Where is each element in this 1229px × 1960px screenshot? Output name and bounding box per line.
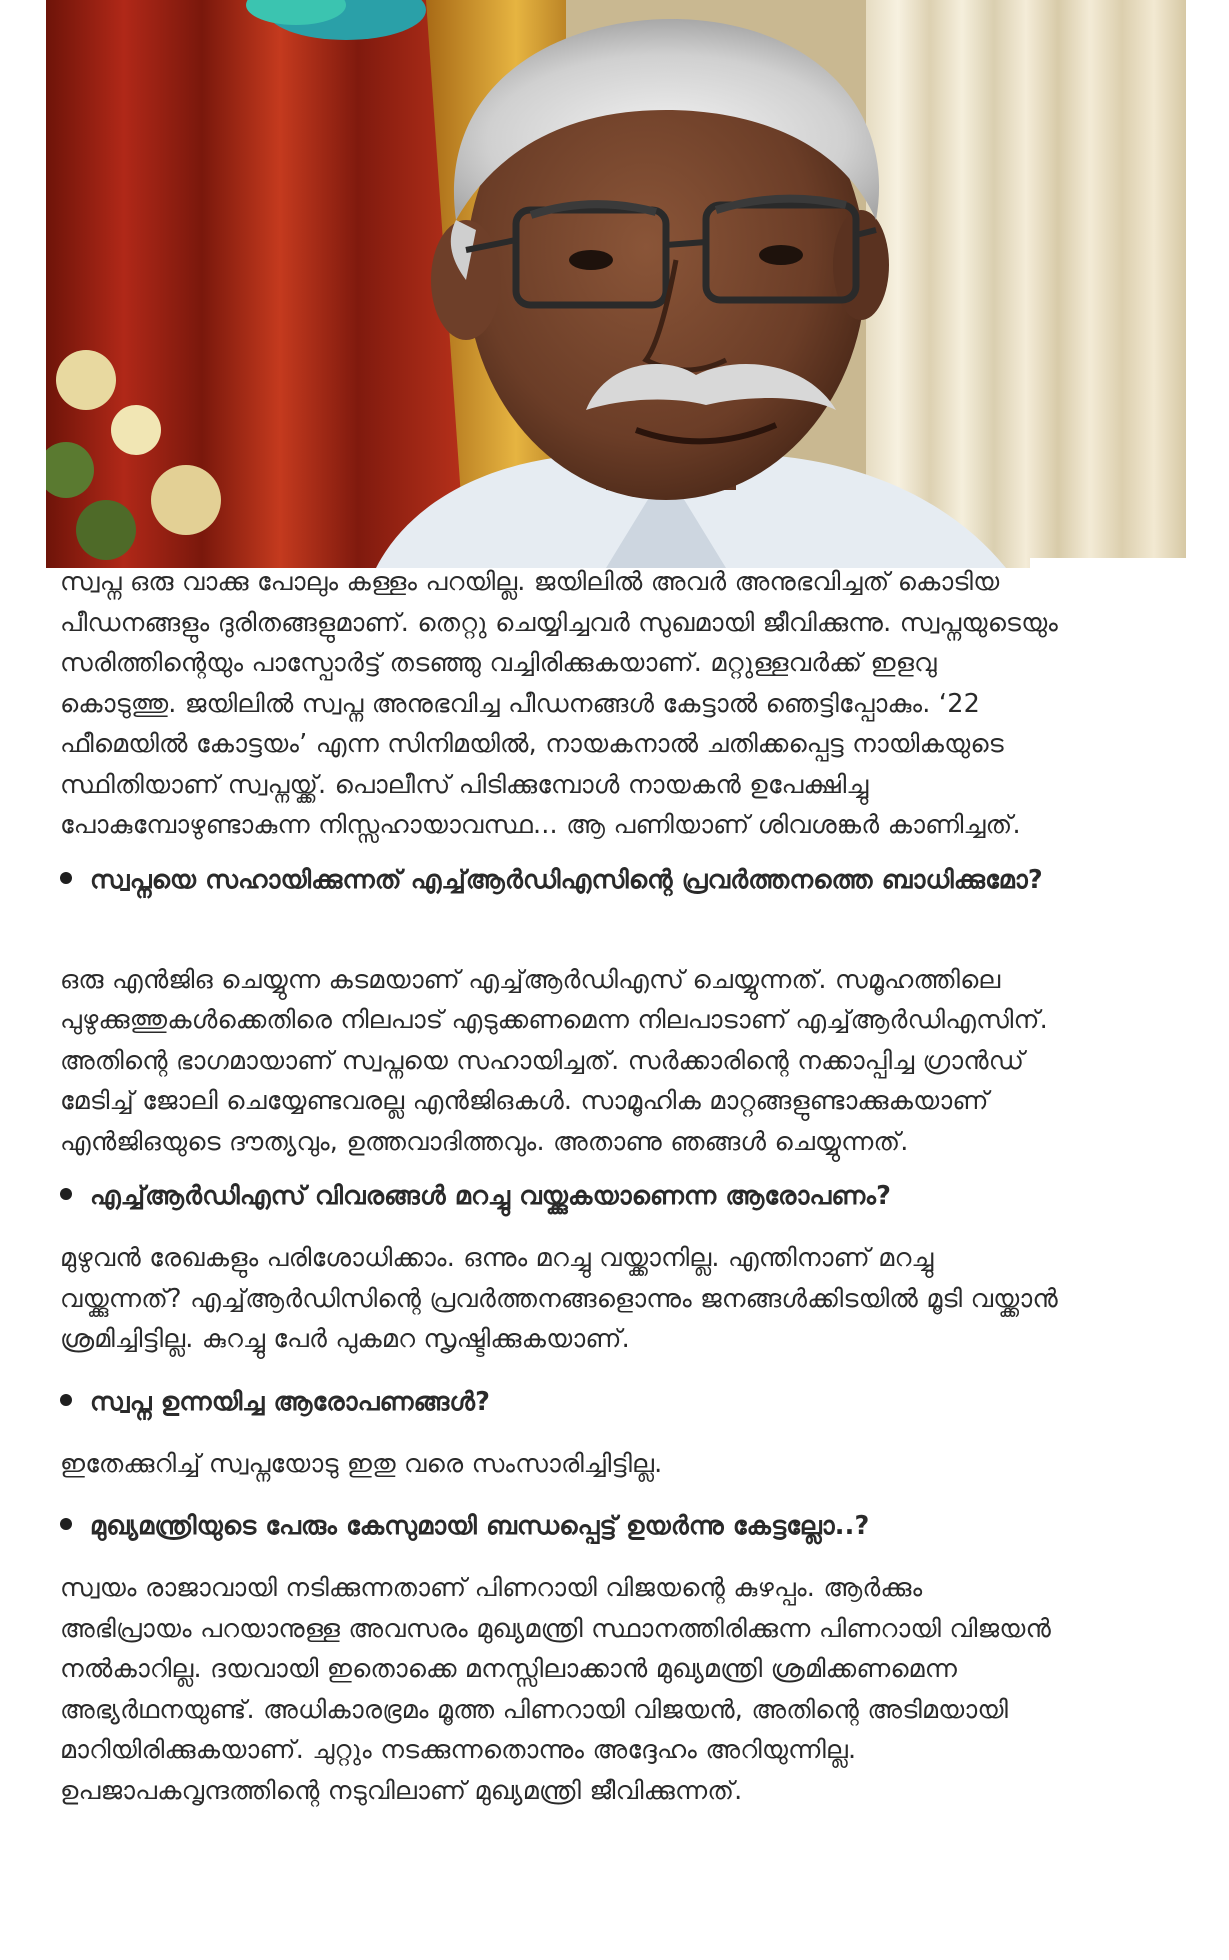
- article-paragraph: സ്വപ്ന ഒരു വാക്കു പോലും കള്ളം പറയില്ല. ജയിലിൽ അവർ അനുഭവിച്ചത് കൊടിയ പീഡനങ്ങളും ദുരിതങ്ങളുമാണ്. തെറ്റു ചെയ്യിച്ചവർ സുഖമായി ജീവിക്കുന്നു. സ്വപ്നയുടെയും സരിത്തിന്റെയും പാസ്പോർട്ട് തടഞ്ഞു വച്ചിരിക്കുകയാണ്. മറ്റുള്ളവർക്ക് ഇളവു കൊടുത്തു. ജയിലിൽ സ്വപ്ന അനുഭവിച്ച പീഡനങ്ങൾ കേട്ടാൽ ഞെട്ടിപ്പോകും. ‘22 ഫീമെയിൽ കോട്ടയം’ എന്ന സിനിമയിൽ, നായകനാൽ ചതിക്കപ്പെട്ട നായികയുടെ സ്ഥിതിയാണ് സ്വപ്നയ്ക്ക്. പൊലീസ് പിടിക്കുമ്പോൾ നായകൻ ഉപേക്ഷിച്ചു പോകുമ്പോഴുണ്ടാകുന്ന നിസ്സഹായാവസ്ഥ... ആ പണിയാണ് ശിവശങ്കർ കാണിച്ചത്.: [60, 567, 1059, 840]
- article-paragraph: ഇതേക്കുറിച്ച് സ്വപ്നയോടു ഇതു വരെ സംസാരിച്ചിട്ടില്ല.: [60, 1448, 663, 1479]
- question-heading: [60, 1382, 1060, 1422]
- bullet-icon: [60, 1518, 72, 1530]
- question-text: സ്വപ്നയെ സഹായിക്കുന്നത് എച്ച്ആർഡിഎസിന്റെ പ്രവർത്തനത്തെ ബാധിക്കുമോ?: [90, 864, 1043, 895]
- question-text: മുഖ്യമന്ത്രിയുടെ പേരും കേസുമായി ബന്ധപ്പെട്ട് ഉയർന്നു കേട്ടല്ലോ..?: [90, 1511, 870, 1541]
- question-text: എച്ച്ആർഡിഎസ് വിവരങ്ങൾ മറച്ചു വയ്ക്കുകയാണെന്ന ആരോപണം?: [90, 1181, 892, 1211]
- article-paragraph: ഒരു എൻജിഒ ചെയ്യുന്ന കടമയാണ് എച്ച്ആർഡിഎസ് ചെയ്യുന്നത്. സമൂഹത്തിലെ പുഴുക്കുത്തുകൾക്കെതിരെ നിലപാട് എടുക്കണമെന്ന നിലപാടാണ് എച്ച്ആർഡിഎസിന്. അതിന്റെ ഭാഗമായാണ് സ്വപ്നയെ സഹായിച്ചത്. സർക്കാരിന്റെ നക്കാപ്പിച്ച ഗ്രാൻഡ് മേടിച്ച് ജോലി ചെയ്യേണ്ടവരല്ല എൻജിഒകൾ. സാമൂഹിക മാറ്റങ്ങളുണ്ടാക്കുകയാണ് എൻജിഒയുടെ ദൗത്യവും, ഉത്തവാദിത്തവും. അതാണു ഞങ്ങൾ ചെയ്യുന്നത്.: [60, 964, 1048, 1157]
- question-heading: [60, 1506, 1060, 1546]
- bullet-icon: [60, 1188, 72, 1200]
- bullet-icon: [60, 872, 72, 884]
- article-photo: [46, 0, 1186, 568]
- article-paragraph: മുഴുവൻ രേഖകളും പരിശോധിക്കാം. ഒന്നും മറച്ചു വയ്ക്കാനില്ല. എന്തിനാണ് മറച്ചു വയ്ക്കുന്നത്? എച്ച്ആർഡിസിന്റെ പ്രവർത്തനങ്ങളൊന്നും ജനങ്ങൾക്കിടയിൽ മൂടി വയ്ക്കാൻ ശ്രമിച്ചിട്ടില്ല. കുറച്ചു പേർ പുകമറ സൃഷ്ടിക്കുകയാണ്.: [60, 1243, 1058, 1354]
- bullet-icon: [60, 1394, 72, 1406]
- question-heading: [60, 860, 1060, 900]
- article-body: [60, 562, 1060, 1811]
- question-text: സ്വപ്ന ഉന്നയിച്ച ആരോപണങ്ങൾ?: [90, 1386, 491, 1417]
- question-heading: [60, 1176, 1060, 1216]
- article-paragraph: സ്വയം രാജാവായി നടിക്കുന്നതാണ് പിണറായി വിജയന്റെ കുഴപ്പം. ആർക്കും അഭിപ്രായം പറയാനുള്ള അവസരം മുഖ്യമന്ത്രി സ്ഥാനത്തിരിക്കുന്ന പിണറായി വിജയൻ നൽകാറില്ല. ദയവായി ഇതൊക്കെ മനസ്സിലാക്കാൻ മുഖ്യമന്ത്രി ശ്രമിക്കണമെന്ന അഭ്യർഥനയുണ്ട്. അധികാരഭ്രമം മൂത്ത പിണറായി വിജയൻ, അതിന്റെ അടിമയായി മാറിയിരിക്കുകയാണ്. ചുറ്റും നടക്കുന്നതൊന്നും അദ്ദേഹം അറിയുന്നില്ല. ഉപജാപകവൃന്ദത്തിന്റെ നടുവിലാണ് മുഖ്യമന്ത്രി ജീവിക്കുന്നത്.: [60, 1573, 1052, 1806]
- person-portrait-photo: [46, 0, 1186, 568]
